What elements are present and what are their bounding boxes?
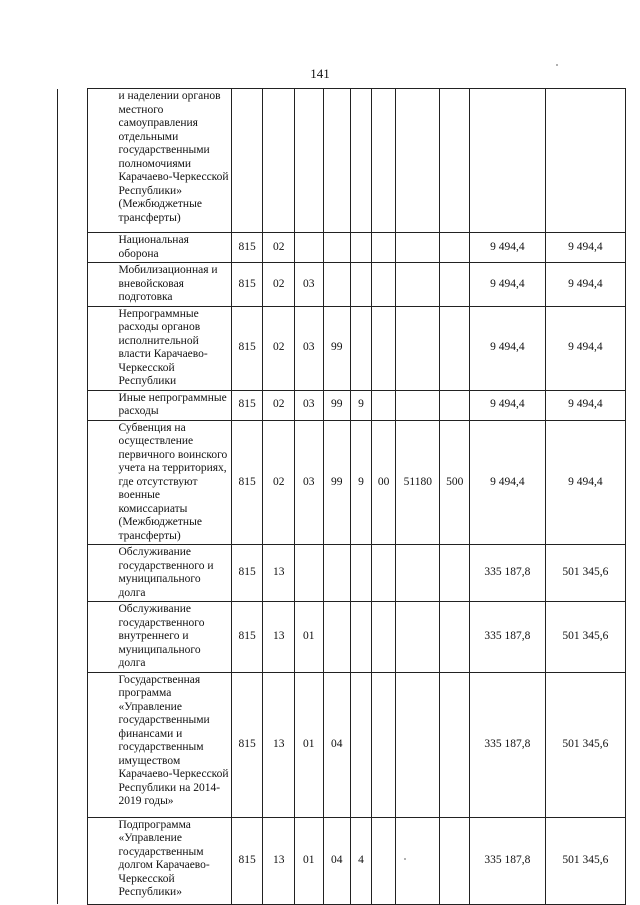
row-name: Иные непрограммные расходы <box>87 390 231 420</box>
expense-code: 51180 <box>396 420 440 545</box>
subsection-code: 03 <box>295 306 323 390</box>
page-number: 141 <box>310 66 330 81</box>
admin-code: 815 <box>231 390 263 420</box>
subprogram-code <box>350 263 371 307</box>
expense-type <box>440 545 470 602</box>
program-code <box>323 602 350 673</box>
sum-year-2: 9 494,4 <box>545 306 625 390</box>
sum-year-2: 9 494,4 <box>545 420 625 545</box>
direction-code <box>371 233 395 263</box>
expense-code <box>396 233 440 263</box>
row-name: Государственная программа «Управление государственными финансами и государственным имуществом Карачаево-Черкесской Республики на 2014-2019 годы» <box>87 672 231 817</box>
admin-code: 815 <box>231 817 263 904</box>
expense-type <box>440 817 470 904</box>
section-code: 13 <box>263 602 295 673</box>
sum-year-2: 501 345,6 <box>545 545 625 602</box>
table-row <box>58 306 626 390</box>
subprogram-code: 4 <box>350 817 371 904</box>
sum-year-1: 9 494,4 <box>469 263 545 307</box>
subprogram-code <box>350 545 371 602</box>
table-row <box>58 545 626 602</box>
section-code: 13 <box>263 817 295 904</box>
section-code: 02 <box>263 263 295 307</box>
row-name: Подпрограмма «Управление государственным долгом Карачаево-Черкесской Республики» <box>87 817 231 904</box>
program-code <box>323 545 350 602</box>
subprogram-code: 9 <box>350 420 371 545</box>
subprogram-code: 9 <box>350 390 371 420</box>
row-name: Национальная оборона <box>87 233 231 263</box>
sum-year-2: 501 345,6 <box>545 817 625 904</box>
admin-code: 815 <box>231 602 263 673</box>
direction-code <box>371 390 395 420</box>
section-code: 02 <box>263 233 295 263</box>
sum-year-2: 501 345,6 <box>545 672 625 817</box>
admin-code: 815 <box>231 233 263 263</box>
table-row <box>58 420 626 545</box>
table-row <box>58 817 626 904</box>
expense-code <box>396 672 440 817</box>
subsection-code: 03 <box>295 263 323 307</box>
subprogram-code <box>350 233 371 263</box>
sum-year-1: 9 494,4 <box>469 420 545 545</box>
direction-code <box>371 602 395 673</box>
program-code: 99 <box>323 306 350 390</box>
expense-code <box>396 263 440 307</box>
expense-type <box>440 263 470 307</box>
section-code: 13 <box>263 672 295 817</box>
table-row <box>58 89 626 233</box>
admin-code: 815 <box>231 263 263 307</box>
program-code: 99 <box>323 390 350 420</box>
scan-speck <box>556 64 558 66</box>
row-name: Мобилизационная и вневойсковая подготовка <box>87 263 231 307</box>
subprogram-code <box>350 306 371 390</box>
table-row <box>58 233 626 263</box>
program-code: 99 <box>323 420 350 545</box>
sum-year-1: 335 187,8 <box>469 545 545 602</box>
section-code: 02 <box>263 420 295 545</box>
expense-code <box>396 390 440 420</box>
section-code: 13 <box>263 545 295 602</box>
row-name: Непрограммные расходы органов исполнительной власти Карачаево-Черкесской Республики <box>87 306 231 390</box>
sum-year-1: 9 494,4 <box>469 390 545 420</box>
subsection-code: 01 <box>295 672 323 817</box>
table-row <box>58 602 626 673</box>
subsection-code: 01 <box>295 817 323 904</box>
sum-year-1: 9 494,4 <box>469 233 545 263</box>
direction-code <box>371 306 395 390</box>
program-code: 04 <box>323 817 350 904</box>
admin-code: 815 <box>231 306 263 390</box>
subsection-code <box>295 233 323 263</box>
direction-code: 00 <box>371 420 395 545</box>
sum-year-2: 9 494,4 <box>545 233 625 263</box>
expense-type <box>440 390 470 420</box>
admin-code: 815 <box>231 545 263 602</box>
section-code: 02 <box>263 306 295 390</box>
direction-code <box>371 263 395 307</box>
table-row <box>58 390 626 420</box>
subprogram-code <box>350 602 371 673</box>
expense-type <box>440 602 470 673</box>
direction-code <box>371 672 395 817</box>
section-code: 02 <box>263 390 295 420</box>
program-code <box>323 233 350 263</box>
row-name: Обслуживание государственного и муниципального долга <box>87 545 231 602</box>
budget-table <box>57 88 626 905</box>
sum-year-2: 9 494,4 <box>545 263 625 307</box>
table-row <box>58 672 626 817</box>
sum-year-1: 9 494,4 <box>469 306 545 390</box>
expense-type <box>440 233 470 263</box>
admin-code: 815 <box>231 420 263 545</box>
program-code: 04 <box>323 672 350 817</box>
subsection-code <box>295 545 323 602</box>
expense-code <box>396 545 440 602</box>
program-code <box>323 263 350 307</box>
expense-code <box>396 817 440 904</box>
direction-code <box>371 545 395 602</box>
expense-code <box>396 602 440 673</box>
sum-year-1: 335 187,8 <box>469 817 545 904</box>
direction-code <box>371 817 395 904</box>
subsection-code: 03 <box>295 390 323 420</box>
subsection-code: 01 <box>295 602 323 673</box>
subsection-code: 03 <box>295 420 323 545</box>
expense-type <box>440 306 470 390</box>
row-name: Обслуживание государственного внутреннего и муниципального долга <box>87 602 231 673</box>
sum-year-1: 335 187,8 <box>469 602 545 673</box>
admin-code: 815 <box>231 672 263 817</box>
subprogram-code <box>350 672 371 817</box>
table-row <box>58 263 626 307</box>
sum-year-2: 501 345,6 <box>545 602 625 673</box>
row-name: Субвенция на осуществление первичного воинского учета на территориях, где отсутствуют военные комиссариаты (Межбюджетные трансферты) <box>87 420 231 545</box>
expense-code <box>396 306 440 390</box>
row-name: и наделении органов местного самоуправления отдельными государственными полномочиями Карачаево-Черкесской Республики» (Межбюджетные трансферты) <box>87 89 231 233</box>
expense-type <box>440 672 470 817</box>
sum-year-2: 9 494,4 <box>545 390 625 420</box>
expense-type: 500 <box>440 420 470 545</box>
scan-speck <box>404 858 406 860</box>
sum-year-1: 335 187,8 <box>469 672 545 817</box>
